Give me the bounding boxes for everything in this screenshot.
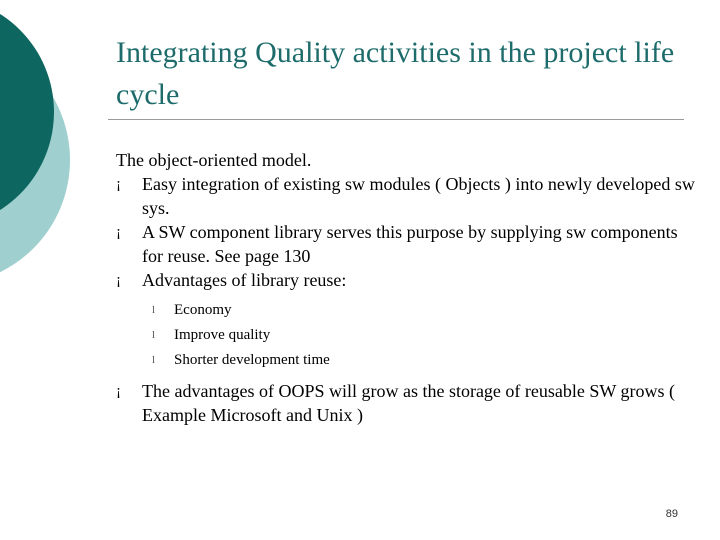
title-divider bbox=[108, 119, 684, 120]
slide-body bbox=[116, 148, 696, 427]
sub-list-item bbox=[116, 298, 696, 323]
intro-text: The object-oriented model. bbox=[116, 150, 312, 170]
dot-bullet-icon: l bbox=[152, 304, 156, 316]
list-item bbox=[116, 220, 696, 268]
circle-bullet-icon: ¡ bbox=[116, 224, 121, 240]
list-item-text: Easy integration of existing sw modules ( Objects ) into newly developed sw sys. bbox=[142, 174, 695, 218]
circle-bullet-icon: ¡ bbox=[116, 272, 121, 288]
list-item bbox=[116, 172, 696, 220]
dot-bullet-icon: l bbox=[152, 354, 156, 366]
sub-list-item-text: Economy bbox=[174, 302, 232, 318]
slide-title: Integrating Quality activities in the project life cycle bbox=[116, 36, 675, 111]
list-item-text: The advantages of OOPS will grow as the storage of reusable SW grows ( Example Microsoft and Unix ) bbox=[142, 381, 676, 425]
list-item bbox=[116, 268, 696, 292]
sub-list-item-text: Shorter development time bbox=[174, 352, 330, 368]
decorative-circles bbox=[0, 0, 110, 300]
sub-list-item bbox=[116, 323, 696, 348]
list-item-text: A SW component library serves this purpose by supplying sw components for reuse. See page 130 bbox=[142, 222, 678, 266]
sub-list bbox=[116, 298, 696, 373]
list-item bbox=[116, 379, 696, 427]
sub-list-item-text: Improve quality bbox=[174, 327, 271, 343]
dot-bullet-icon: l bbox=[152, 329, 156, 341]
page-number: 89 bbox=[665, 508, 678, 520]
sub-list-item bbox=[116, 348, 696, 373]
list-item-text: Advantages of library reuse: bbox=[142, 270, 347, 290]
circle-bullet-icon: ¡ bbox=[116, 383, 121, 399]
circle-bullet-icon: ¡ bbox=[116, 176, 121, 192]
